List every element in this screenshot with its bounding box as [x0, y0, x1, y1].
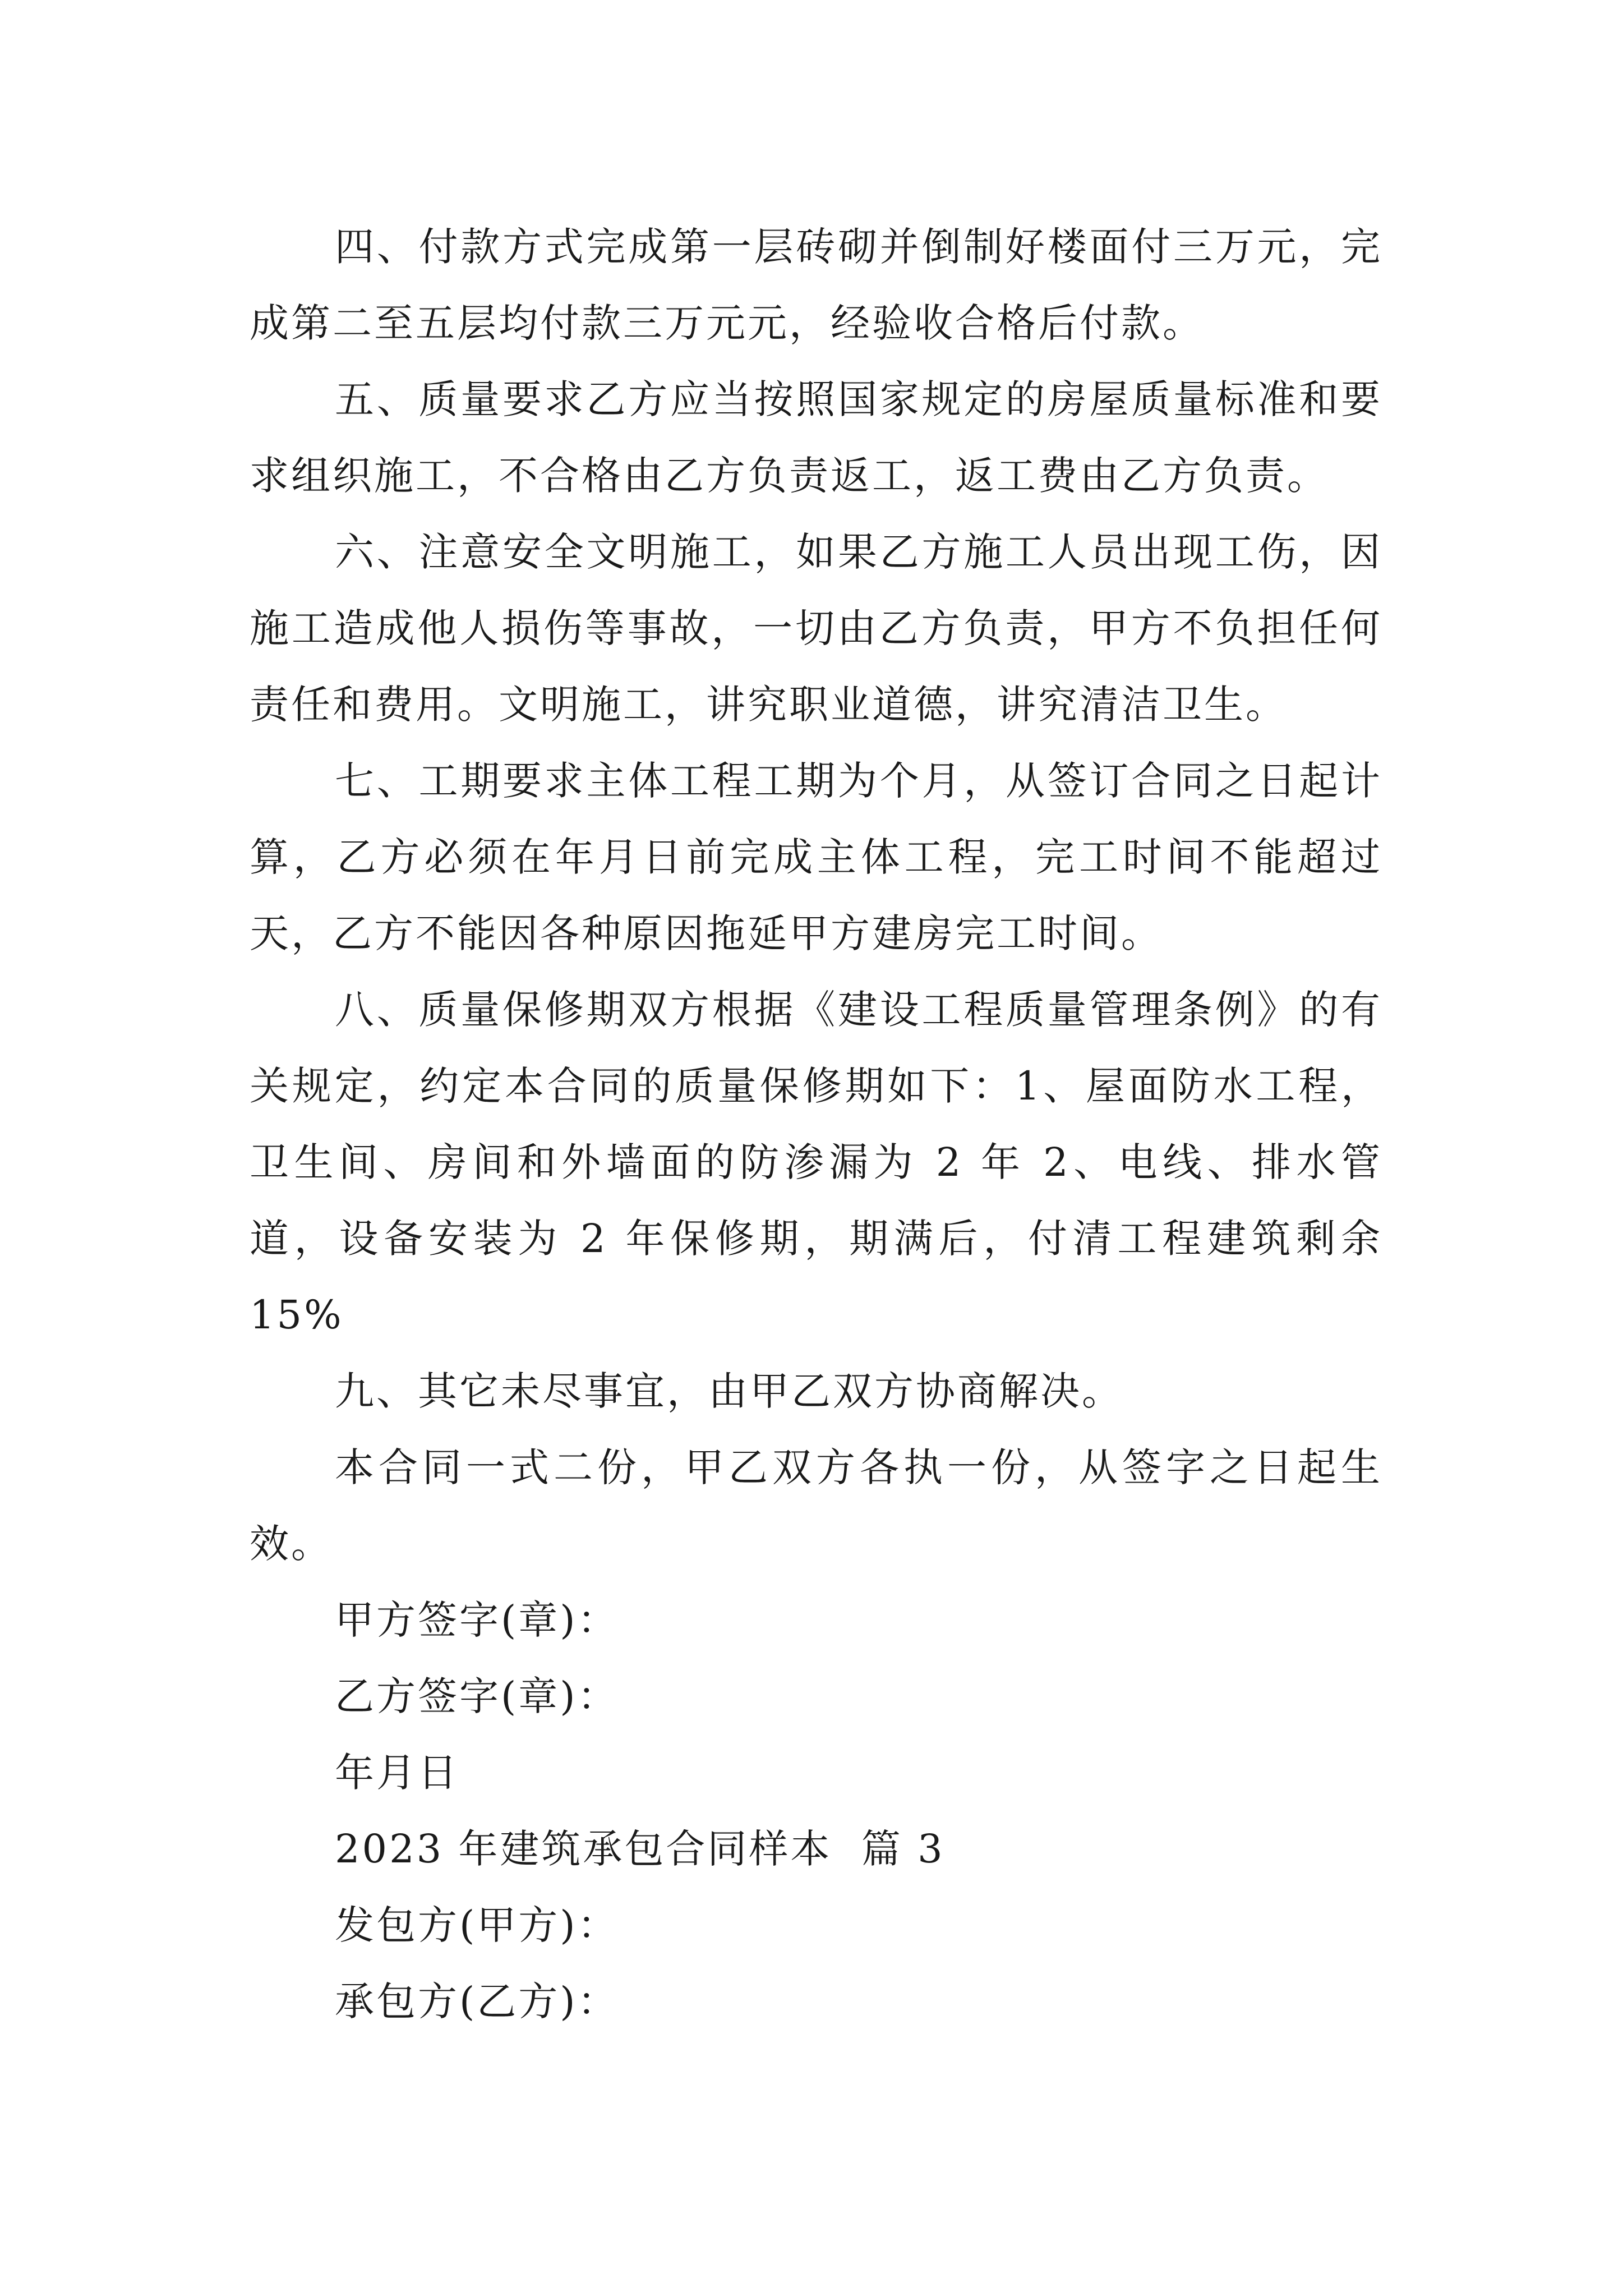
document-body — [250, 209, 1382, 2040]
section-heading: 2023 年建筑承包合同样本 篇 3 — [335, 1826, 945, 1872]
clause-schedule: 七、工期要求主体工程工期为个月，从签订合同之日起计算，乙方必须在年月日前完成主体工程，完工时间不能超过天，乙方不能因各种原因拖延甲方建房完工时间。 — [250, 758, 1382, 956]
employer-line: 发包方(甲方)： — [335, 1902, 619, 1948]
party-a-signature-line: 甲方签字(章)： — [335, 1597, 619, 1643]
party-b-signature-line: 乙方签字(章)： — [335, 1673, 619, 1719]
contractor-line: 承包方(乙方)： — [335, 1978, 619, 2024]
clause-safety: 六、注意安全文明施工，如果乙方施工人员出现工伤，因施工造成他人损伤等事故，一切由乙方负责，甲方不负担任何责任和费用。文明施工，讲究职业道德，讲究清洁卫生。 — [250, 529, 1382, 728]
clause-other-matters: 九、其它未尽事宜，由甲乙双方协商解决。 — [335, 1368, 1123, 1414]
clause-quality: 五、质量要求乙方应当按照国家规定的房屋质量标准和要求组织施工，不合格由乙方负责返工，返工费由乙方负责。 — [250, 376, 1382, 499]
clause-warranty: 八、质量保修期双方根据《建设工程质量管理条例》的有关规定，约定本合同的质量保修期如下：1、屋面防水工程，卫生间、房间和外墙面的防渗漏为 2 年 2、电线、排水管道，设备安装为 2 年保修期，期满后，付清工程建筑剩余 15% — [250, 987, 1382, 1338]
clause-payment: 四、付款方式完成第一层砖砌并倒制好楼面付三万元，完成第二至五层均付款三万元元，经验收合格后付款。 — [250, 224, 1382, 346]
clause-copies: 本合同一式二份，甲乙双方各执一份，从签字之日起生效。 — [250, 1444, 1382, 1567]
date-line: 年月日 — [335, 1750, 459, 1796]
